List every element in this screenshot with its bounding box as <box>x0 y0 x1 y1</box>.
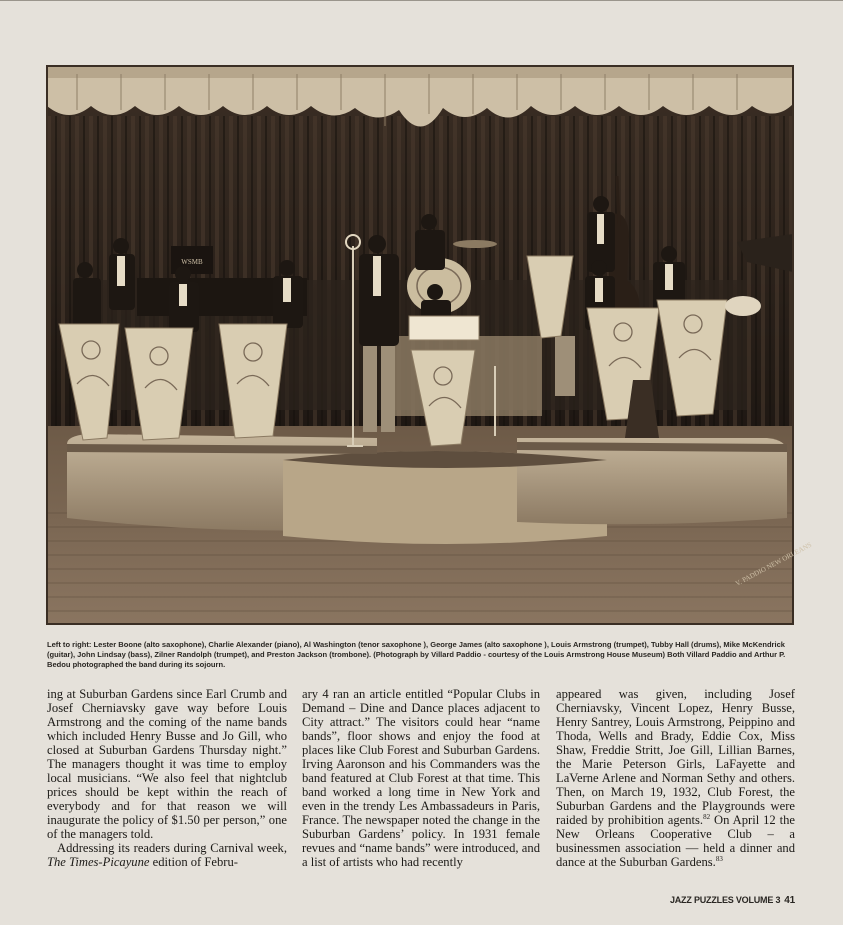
text-run: appeared was given, including Josef Cherniavsky, Vincent Lopez, Henry Busse, Henry Santrey, Louis Armstrong, Peippino and Thoda, Wells and Brady, Eddie Cox, Miss Shaw, Freddie Stritt, Joe Gill, Lillian Barnes, the Marie Peterson Girls, LaFayette and LaVerne Arlene and Norman Sethy and others. Then, on March 19, 1932, Club Forest, the Suburban Gardens and the Playgrounds were raided by prohibition agents. <box>556 687 795 827</box>
publication-title: JAZZ PUZZLES VOLUME 3 <box>669 895 781 905</box>
footnote-marker[interactable]: 82 <box>703 812 711 821</box>
paragraph: ary 4 ran an article entitled “Popular Clubs in Demand – Dine and Dance places adjacent to City attract.” The visitors could hear “name bands”, floor shows and enjoy the food at places like Club Forest and Suburban Gardens. Irving Aaronson and his Commanders was the band featured at Club Forest at that time. This band worked a long time in New York and even in the trendy Les Ambassadeurs in Paris, France. The newspaper noted the change in the Suburban Gardens’ policy. In 1931 female revues and “name bands” were introduced, and a list of artists who had recently <box>302 687 540 869</box>
text-column-2 <box>302 687 540 869</box>
top-rule <box>0 0 843 1</box>
text-run: On April 12 the New Orleans Cooperative Club – a businessmen association — held a dinner and dance at the Suburban Gardens. <box>556 813 795 869</box>
text-column-1 <box>47 687 287 869</box>
paragraph <box>556 687 795 869</box>
piano-monogram: WSMB <box>181 258 203 266</box>
band-photo-svg <box>47 66 814 624</box>
text-column-3 <box>556 687 795 869</box>
text-run: Addressing its readers during Carnival week, <box>57 841 287 855</box>
photographer-stamp: V. PADDIO NEW ORLEANS <box>734 540 814 588</box>
photo-caption: Left to right: Lester Boone (alto saxophone), Charlie Alexander (piano), Al Washington (tenor saxophone ), George James (alto saxophone ), Louis Armstrong (trumpet), Tubby Hall (drums), Mike McKendrick (guitar), John Lindsay (bass), Zilner Randolph (trumpet), and Preston Jackson (trombone). (Photograph by Villard Paddio - courtesy of the Louis Armstrong House Museum) Both Villard Paddio and Arthur P. Bedou photographed the band during its sojourn. <box>47 640 786 669</box>
band-photograph <box>47 66 814 624</box>
footnote-marker[interactable]: 83 <box>715 854 723 863</box>
paragraph <box>47 841 287 869</box>
newspaper-title: The Times-Picayune <box>47 855 150 869</box>
text-run: edition of Febru- <box>149 855 238 869</box>
page-footer <box>670 895 795 906</box>
page-number: 41 <box>784 895 795 906</box>
paragraph: ing at Suburban Gardens since Earl Crumb and Josef Cherniavsky gave way before Louis Armstrong and the coming of the name bands which included Henry Busse and Jo Gill, who closed at Suburban Gardens Thursday night.” The managers thought it was time to employ local musicians. “We also feel that nightclub prices should be kept within the reach of everybody and for that reason we will inaugurate the policy of $1.50 per person,” one of the managers told. <box>47 687 287 841</box>
